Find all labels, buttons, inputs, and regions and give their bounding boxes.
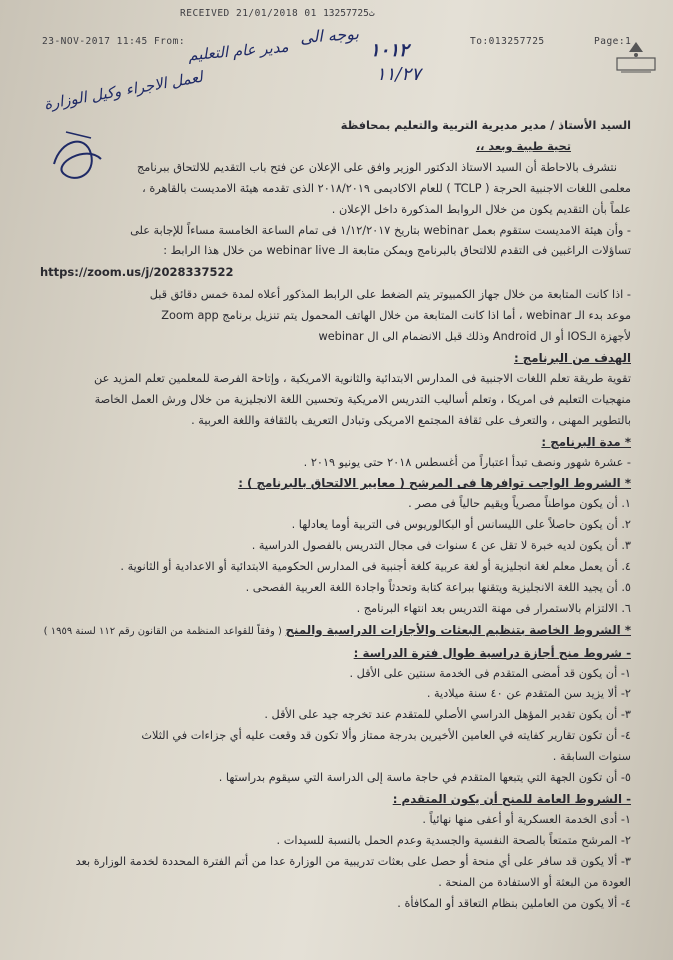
greeting: تحية طيبة وبعد ،، [475, 139, 571, 153]
fax-received-line: RECEIVED 21/01/2018 01 ث13257725 [180, 8, 375, 19]
leave-item: ٤- أن تكون تقارير كفايته في العامين الأخيرين بدرجة ممتاز وألا تكون قد وقعت عليه أي جزاءات في الثلاث [141, 729, 631, 743]
leave-item: ٢- ألا يزيد سن المتقدم عن ٤٠ سنة ميلادية . [426, 687, 631, 701]
general-item: ١- أدى الخدمة العسكرية أو أعفى منها نهائياً . [422, 812, 631, 826]
fax-page-number: Page:1 [594, 36, 632, 47]
handwritten-reference-date: ١١/٢٧ [376, 64, 421, 85]
goal-line: تقوية طريقة تعلم اللغات الاجنبية فى المدارس الابتدائية والثانوية الامريكية ، وإتاحة الفرصة للمعلمين تعلم المزيد عن [94, 371, 631, 385]
letter-body [40, 116, 631, 914]
intro-line: علماً بأن التقديم يكون من خلال الروابط المذكورة داخل الإعلان . [331, 202, 631, 216]
handwritten-note-2: مدير عام التعليم [187, 37, 290, 65]
condition-item: ٦. الالتزام بالاستمرار فى مهنة التدريس بعد انتهاء البرنامج . [356, 601, 631, 615]
condition-item: ٢. أن يكون حاصلاً على الليسانس أو البكالوريوس فى التربية أوما يعادلها . [291, 518, 631, 532]
condition-item: ٥. أن يجيد اللغة الانجليزية ويتقنها ببراعة كتابة وتحدثاً واجادة اللغة العربية الفصحى . [245, 580, 631, 594]
fax-to-line: To:013257725 [470, 36, 545, 47]
intro-line: نتشرف بالاحاطة أن السيد الاستاذ الدكتور الوزير وافق على الإعلان عن فتح باب التقديم للالتحاق ببرنامج [136, 160, 617, 174]
conditions-heading: * الشروط الواجب توافرها فى المرشح ( معايير الالتحاق بالبرنامج ) : [238, 476, 631, 491]
leave-item: ٥- أن تكون الجهة التي يتبعها المتقدم في حاجة ماسة إلى الدراسة التي سيقوم بدراستها . [218, 771, 631, 785]
salutation: السيد الأستاذ / مدير مديرية التربية والتعليم بمحافظة [340, 119, 631, 132]
follow-line: موعد بدء الـ webinar ، أما اذا كانت المتابعة من خلال الهاتف المحمول يتم تنزيل برنامج Zoom app [161, 309, 631, 323]
handwritten-note-1: بوجه الى [299, 23, 360, 48]
goal-line: بالتطوير المهنى ، والتعرف على ثقافة المجتمع الامريكى وتبادل التعريف بالثقافة واللغة العربية . [191, 413, 631, 427]
leave-item: ٣- أن يكون تقدير المؤهل الدراسي الأصلي للمتقدم عند تخرجه جيد على الأقل . [264, 708, 631, 722]
leave-heading: - شروط منح أجازة دراسية طوال فترة الدراسة : [353, 645, 631, 660]
general-item: ٢- المرشح متمتعاً بالصحة النفسية والجسدية وعدم الحمل بالنسبة للسيدات . [276, 833, 631, 847]
leave-item: ١- أن يكون قد أمضى المتقدم فى الخدمة سنتين على الأقل . [349, 666, 631, 680]
general-item: ٣- ألا يكون قد سافر على أي منحة أو حصل على بعثات تدريبية من الوزارة عدا من أتم الفترة المحددة لخدمة الوزارة بعد [75, 854, 631, 868]
special-note: ( وفقاً للقواعد المنظمة من القانون رقم ١١٢ لسنة ١٩٥٩ ) [43, 625, 282, 637]
goal-heading: الهدف من البرنامج : [513, 350, 631, 365]
webinar-line: - وأن هيئة الامديست ستقوم بعمل webinar بتاريخ ١/١٢/٢٠١٧ فى تمام الساعة الخامسة مساءاً للإجابة على [130, 223, 631, 237]
duration-heading: * مدة البرنامج : [541, 434, 631, 449]
condition-item: ١. أن يكون مواطناً مصرياً ويقيم حالياً فى مصر . [408, 497, 631, 511]
special-heading: * الشروط الخاصة بتنظيم البعثات والأجازات الدراسية والمنح [285, 622, 631, 637]
goal-line: منهجيات التعليم فى امريكا ، وتعلم أساليب التدريس الامريكية وتحسين اللغة الانجليزية من خلال ورش العمل الخاصة [94, 392, 631, 406]
special-conditions-line [40, 620, 631, 643]
general-item: ٤- ألا يكون من العاملين بنظام التعاقد أو المكافأة . [397, 896, 631, 910]
fax-from-line: 23-NOV-2017 11:45 From: [42, 36, 186, 47]
webinar-line: تساؤلات الراغبين فى التقدم للالتحاق بالبرنامج ويمكن متابعة الـ webinar live من خلال هذا الرابط : [163, 244, 631, 258]
leave-item: سنوات السابقة . [552, 750, 631, 764]
follow-line: - اذا كانت المتابعة من خلال جهاز الكمبيوتر يتم الضغط على الرابط المذكور أعلاه لمدة خمس دقائق قبل [149, 288, 631, 302]
handwritten-reference-number: ١٠١٢ [370, 40, 409, 61]
follow-line: لأجهزة الـIOS أو ال Android وذلك قبل الانضمام الى ال webinar [318, 330, 631, 344]
general-heading: - الشروط العامة للمنح أن يكون المتقدم : [392, 792, 631, 806]
condition-item: ٣. أن يكون لديه خبرة لا تقل عن ٤ سنوات فى مجال التدريس بالفصول الدراسية . [251, 539, 631, 553]
duration-text: - عشرة شهور ونصف تبدأ اعتباراً من أغسطس ٢٠١٨ حتى يونيو ٢٠١٩ . [303, 455, 631, 469]
general-item: العودة من البعثة أو الاستفادة من المنحة . [438, 875, 631, 889]
ministry-crest-icon [613, 38, 659, 76]
intro-line: معلمى اللغات الاجنبية الحرجة ( TCLP ) للعام الاكاديمى ٢٠١٨/٢٠١٩ الذى تقدمه هيئة الامديست بالقاهرة ، [142, 181, 631, 195]
handwritten-note-3: لعمل الاجراء وكيل الوزارة [42, 67, 205, 114]
zoom-link[interactable]: https://zoom.us/j/2028337522 [40, 265, 234, 280]
condition-item: ٤. أن يعمل معلم لغة انجليزية أو لغة عربية كلغة أجنبية فى المدارس الحكومية الابتدائية أو الاعدادية أو الثانوية . [120, 560, 631, 574]
